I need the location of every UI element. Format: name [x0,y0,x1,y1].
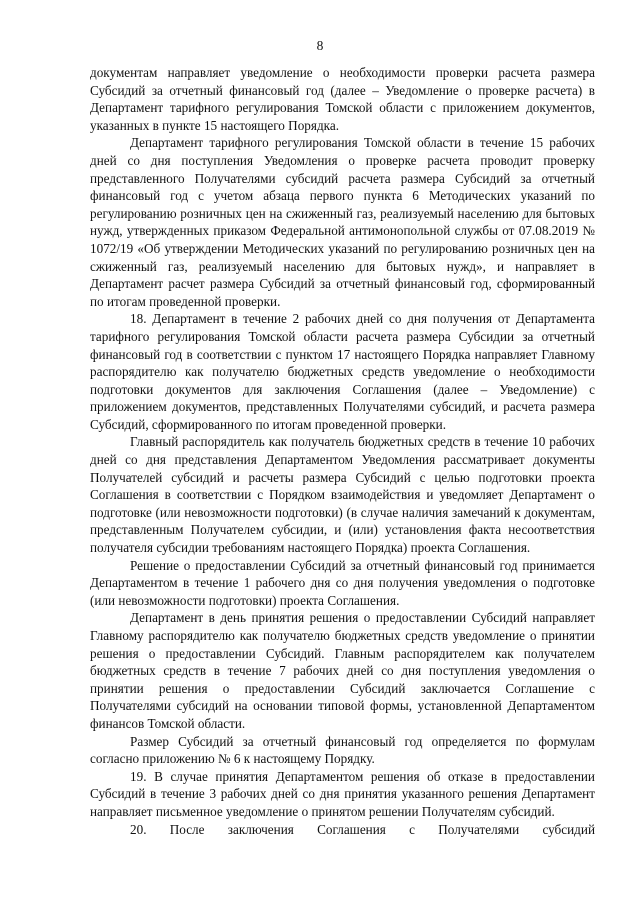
paragraph-item-18: 18. Департамент в течение 2 рабочих дней со дня получения от Департамента тарифного регулирования Томской области расчета размера Субсидии за отчетный финансовый год в соответствии с пунктом 17 настоящего Порядка направляет Главному распорядителю как получателю бюджетных средств уведомление о необходимости подготовки документов для заключения Соглашения (далее – Уведомление) с приложением документов, представленных Получателями субсидий, и расчета размера Субсидий, сформированного по итогам проведенной проверки. [90,311,595,432]
paragraph-tariff-department-check: Департамент тарифного регулирования Томской области в течение 15 рабочих дней со дня поступления Уведомления о проверке расчета проводит проверку представленного Получателями субсидий расчета размера Субсидий за отчетный финансовый год с учетом абзаца первого пункта 6 Методических указаний по регулированию розничных цен на сжиженный газ, реализуемый населению для бытовых нужд, утвержденных приказом Федеральной антимонопольной службы от 07.08.2019 № 1072/19 «Об утверждении Методических указаний по регулированию розничных цен на сжиженный газ, реализуемый населению для бытовых нужд», и направляет в Департамент расчет размера Субсидий за отчетный финансовый год, сформированный по итогам проведенной проверки. [90,135,595,309]
paragraph-item-19: 19. В случае принятия Департаментом решения об отказе в предоставлении Субсидий в течение 3 рабочих дней со дня принятия указанного решения Департамент направляет письменное уведомление о принятом решении Получателям субсидий. [90,768,595,819]
paragraph-agreement-conclusion: Департамент в день принятия решения о предоставлении Субсидий направляет Главному распорядителю как получателю бюджетных средств уведомление о принятии решения о предоставлении Субсидий. Главным распорядителем как получателем бюджетных средств в течение 7 рабочих дней со дня поступления уведомления о принятии решения о предоставлении Субсидий заключается Соглашение с Получателями субсидий на основании типовой формы, установленной Департаментом финансов Томской области. [90,610,595,731]
paragraph-subsidy-amount: Размер Субсидий за отчетный финансовый год определяется по формулам согласно приложению № 6 к настоящему Порядку. [90,733,595,767]
paragraph-decision: Решение о предоставлении Субсидий за отчетный финансовый год принимается Департаментом в течение 1 рабочего дня со дня получения уведомления о подготовке (или невозможности подготовки) проекта Соглашения. [90,557,595,608]
paragraph-item-20: 20. После заключения Соглашения с Получателями субсидий [130,821,595,837]
paragraph-continuation: документам направляет уведомление о необходимости проверки расчета размера Субсидий за отчетный финансовый год (далее – Уведомление о проверке расчета) в Департамент тарифного регулирования Томской области с приложением документов, указанных в пункте 15 настоящего Порядка. [90,65,595,133]
document-body [90,64,595,838]
page-number: 8 [316,38,324,53]
paragraph-main-manager-review: Главный распорядитель как получатель бюджетных средств в течение 10 рабочих дней со дня представления Департаментом Уведомления рассматривает документы Получателей субсидий и расчеты размера Субсидий с целью подготовки проекта Соглашения в соответствии с Порядком взаимодействия и уведомляет Департамент о подготовке (или невозможности подготовки) (в случае наличия замечаний к документам, представленным Получателем субсидии, и (или) установления факта несоответствия получателя субсидии требованиям настоящего Порядка) проекта Соглашения. [90,434,595,556]
